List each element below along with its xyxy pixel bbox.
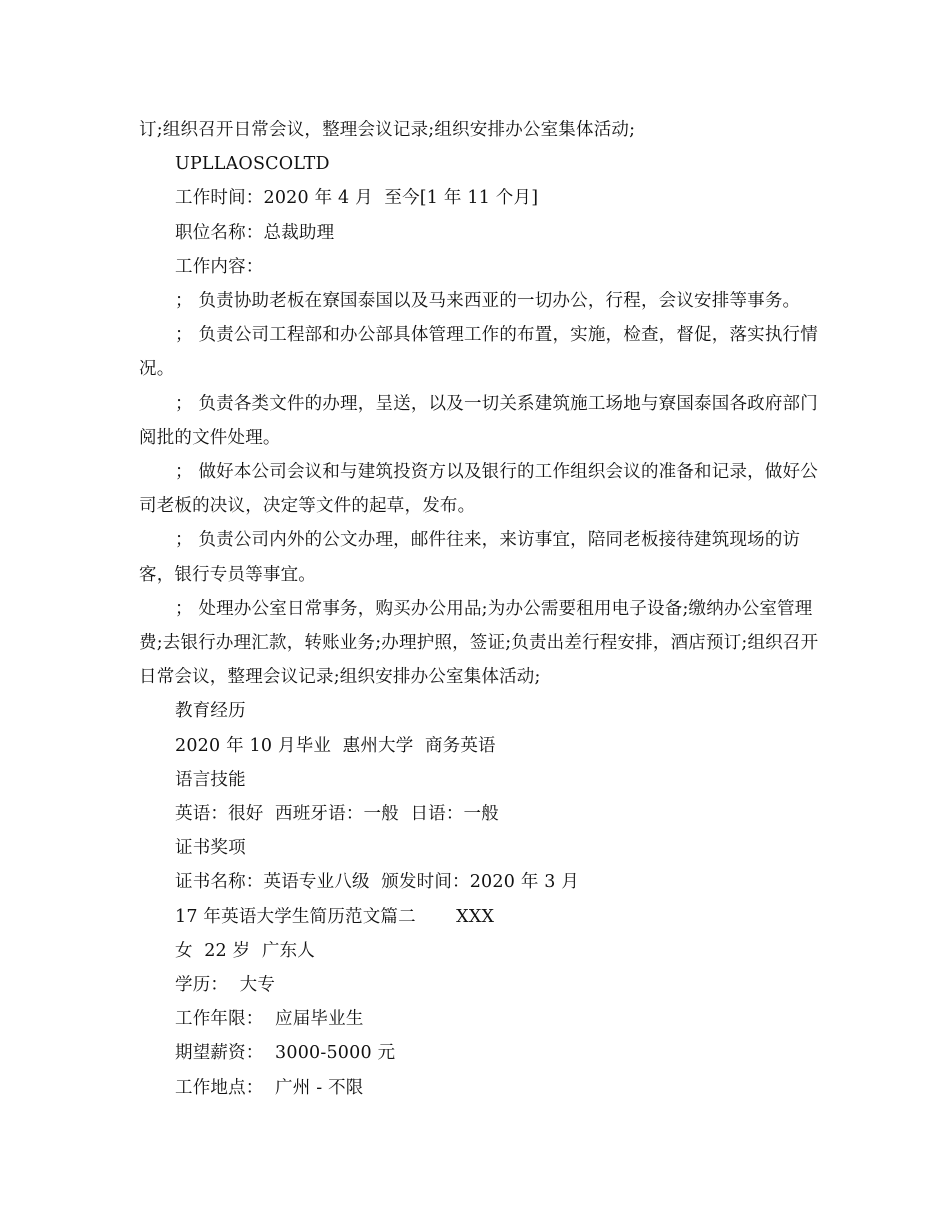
work-experience-years: 工作年限： 应届毕业生 bbox=[175, 1009, 364, 1030]
education-heading: 教育经历 bbox=[175, 701, 246, 722]
duty-item: ； 负责各类文件的办理，呈送，以及一切关系建筑施工场地与寮国泰国各政府部门阅批的文件处理。 bbox=[139, 393, 818, 448]
education-entry: 2020 年 10 月毕业 惠州大学 商务英语 bbox=[175, 735, 496, 756]
duty-item: ； 做好本公司会议和与建筑投资方以及银行的工作组织会议的准备和记录，做好公司老板的决议，决定等文件的起草，发布。 bbox=[139, 462, 818, 517]
duty-item: ； 负责公司内外的公文办理，邮件往来，来访事宜，陪同老板接待建筑现场的访客，银行专员等事宜。 bbox=[139, 530, 801, 585]
certificate-entry: 证书名称：英语专业八级 颁发时间：2020 年 3 月 bbox=[175, 872, 580, 893]
document-body bbox=[139, 113, 819, 1105]
education-level: 学历： 大专 bbox=[175, 975, 276, 996]
certificates-heading: 证书奖项 bbox=[175, 838, 246, 859]
job-title: 职位名称：总裁助理 bbox=[175, 222, 335, 243]
duty-item: ； 处理办公室日常事务，购买办公用品;为办公需要租用电子设备;缴纳办公室管理费;去银行办理汇款，转账业务;办理护照，签证;负责出差行程安排，酒店预订;组织召开日常会议，整理会议记录;组织安排办公室集体活动; bbox=[139, 598, 819, 688]
language-skills-heading: 语言技能 bbox=[175, 769, 246, 790]
personal-info: 女 22 岁 广东人 bbox=[175, 940, 315, 961]
language-skills-entry: 英语：很好 西班牙语：一般 日语：一般 bbox=[175, 804, 499, 825]
duty-item: ； 负责协助老板在寮国泰国以及马来西亚的一切办公，行程，会议安排等事务。 bbox=[175, 291, 801, 312]
company-name: UPLLAOSCOLTD bbox=[175, 154, 330, 175]
duty-item: ； 负责公司工程部和办公部具体管理工作的布置，实施，检查，督促，落实执行情况。 bbox=[139, 325, 818, 380]
paragraph-continued-duties: 订;组织召开日常会议，整理会议记录;组织安排办公室集体活动; bbox=[139, 120, 636, 140]
expected-salary: 期望薪资： 3000-5000 元 bbox=[175, 1043, 396, 1064]
job-content-heading: 工作内容： bbox=[175, 256, 264, 277]
resume-sample-title: 17 年英语大学生简历范文篇二 XXX bbox=[175, 906, 495, 927]
work-period: 工作时间：2020 年 4 月 至今[1 年 11 个月] bbox=[175, 188, 539, 209]
work-location: 工作地点： 广州 - 不限 bbox=[175, 1077, 364, 1098]
